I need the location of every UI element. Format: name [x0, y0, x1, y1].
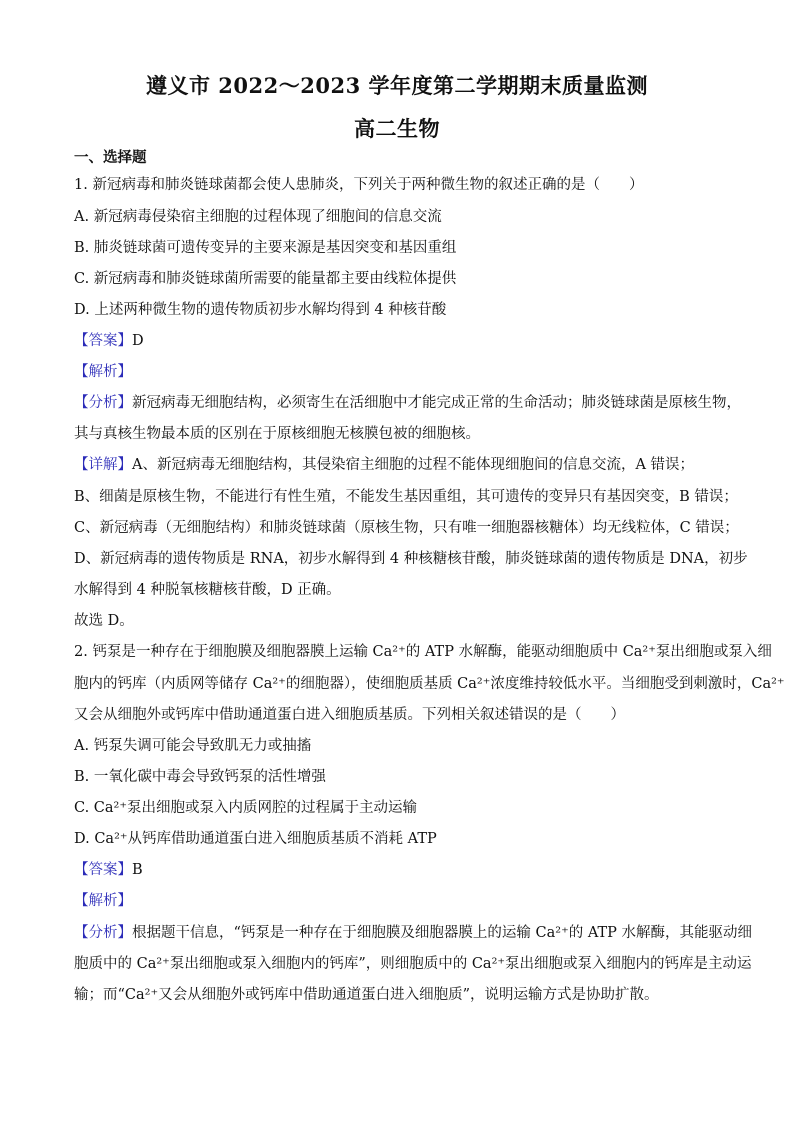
q1-option-b: B. 肺炎链球菌可遗传变异的主要来源是基因突变和基因重组: [74, 240, 457, 256]
q1-conclusion: 故选 D。: [74, 613, 134, 629]
q2-fenxi-line-2: 胞质中的 Ca²⁺泵出细胞或泵入细胞内的钙库”，则细胞质中的 Ca²⁺泵出细胞或泵入细胞内的钙库是主动运: [74, 956, 752, 972]
q2-option-a: A. 钙泵失调可能会导致肌无力或抽搐: [74, 738, 312, 754]
q1-option-c: C. 新冠病毒和肺炎链球菌所需要的能量都主要由线粒体提供: [74, 271, 457, 287]
section-heading: 一、选择题: [74, 149, 147, 166]
q1-xiangjie-line-4: D、新冠病毒的遗传物质是 RNA，初步水解得到 4 种核糖核苷酸，肺炎链球菌的遗传物质是 DNA，初步: [74, 551, 748, 567]
q1-fenxi-line-2: 其与真核生物最本质的区别在于原核细胞无核膜包被的细胞核。: [74, 426, 480, 442]
document-title: 遵义市 2022～2023 学年度第二学期期末质量监测: [145, 73, 648, 98]
q1-fenxi-tag: 【分析】: [74, 395, 132, 411]
q1-xiangjie-line-3: C、新冠病毒（无细胞结构）和肺炎链球菌（原核生物，只有唯一细胞器核糖体）均无线粒体，C 错误；: [74, 520, 739, 536]
q1-analysis-tag: 【解析】: [74, 364, 132, 380]
q2-stem-line-3: 又会从细胞外或钙库中借助通道蛋白进入细胞质基质。下列相关叙述错误的是（ ）: [74, 707, 625, 723]
q1-xiangjie-line-5: 水解得到 4 种脱氧核糖核苷酸，D 正确。: [74, 582, 341, 598]
q1-stem: 1. 新冠病毒和肺炎链球菌都会使人患肺炎，下列关于两种微生物的叙述正确的是（ ）: [74, 177, 644, 193]
q2-stem-line-2: 胞内的钙库（内质网等储存 Ca²⁺的细胞器），使细胞质基质 Ca²⁺浓度维持较低水平。当细胞受到刺激时，Ca²⁺: [74, 676, 785, 692]
q1-xiangjie-tag: 【详解】: [74, 457, 132, 473]
q1-answer: [74, 331, 726, 351]
q1-answer-tag: 【答案】: [74, 333, 132, 349]
q2-option-c: C. Ca²⁺泵出细胞或泵入内质网腔的过程属于主动运输: [74, 800, 417, 816]
q2-stem-line-1: 2. 钙泵是一种存在于细胞膜及细胞器膜上运输 Ca²⁺的 ATP 水解酶，能驱动细胞质中 Ca²⁺泵出细胞或泵入细: [74, 644, 772, 660]
q1-answer-value: D: [132, 333, 144, 349]
q2-answer-value: B: [132, 862, 143, 878]
q1-fenxi-line-1: 【分析】新冠病毒无细胞结构，必须寄生在活细胞中才能完成正常的生命活动；肺炎链球菌是原核生物，: [74, 395, 741, 411]
q1-xiangjie-line-1: 【详解】A、新冠病毒无细胞结构，其侵染宿主细胞的过程不能体现细胞间的信息交流，A 错误；: [74, 457, 695, 473]
q2-answer: [74, 860, 726, 880]
q1-option-a: A. 新冠病毒侵染宿主细胞的过程体现了细胞间的信息交流: [74, 209, 442, 225]
q2-answer-tag: 【答案】: [74, 862, 132, 878]
q2-fenxi-line-1: 【分析】根据题干信息，“钙泵是一种存在于细胞膜及细胞器膜上的运输 Ca²⁺的 ATP 水解酶，其能驱动细: [74, 925, 753, 941]
q2-fenxi-tag: 【分析】: [74, 925, 132, 941]
q2-fenxi-line-3: 输；而“Ca²⁺又会从细胞外或钙库中借助通道蛋白进入细胞质”，说明运输方式是协助扩散。: [74, 987, 659, 1003]
q1-xiangjie-line-2: B、细菌是原核生物，不能进行有性生殖，不能发生基因重组，其可遗传的变异只有基因突变，B 错误；: [74, 489, 738, 505]
q2-analysis-tag: 【解析】: [74, 893, 132, 909]
document-subtitle: 高二生物: [354, 116, 440, 141]
q1-option-d: D. 上述两种微生物的遗传物质初步水解均得到 4 种核苷酸: [74, 302, 447, 318]
q2-option-d: D. Ca²⁺从钙库借助通道蛋白进入细胞质基质不消耗 ATP: [74, 831, 437, 847]
q2-option-b: B. 一氧化碳中毒会导致钙泵的活性增强: [74, 769, 326, 785]
